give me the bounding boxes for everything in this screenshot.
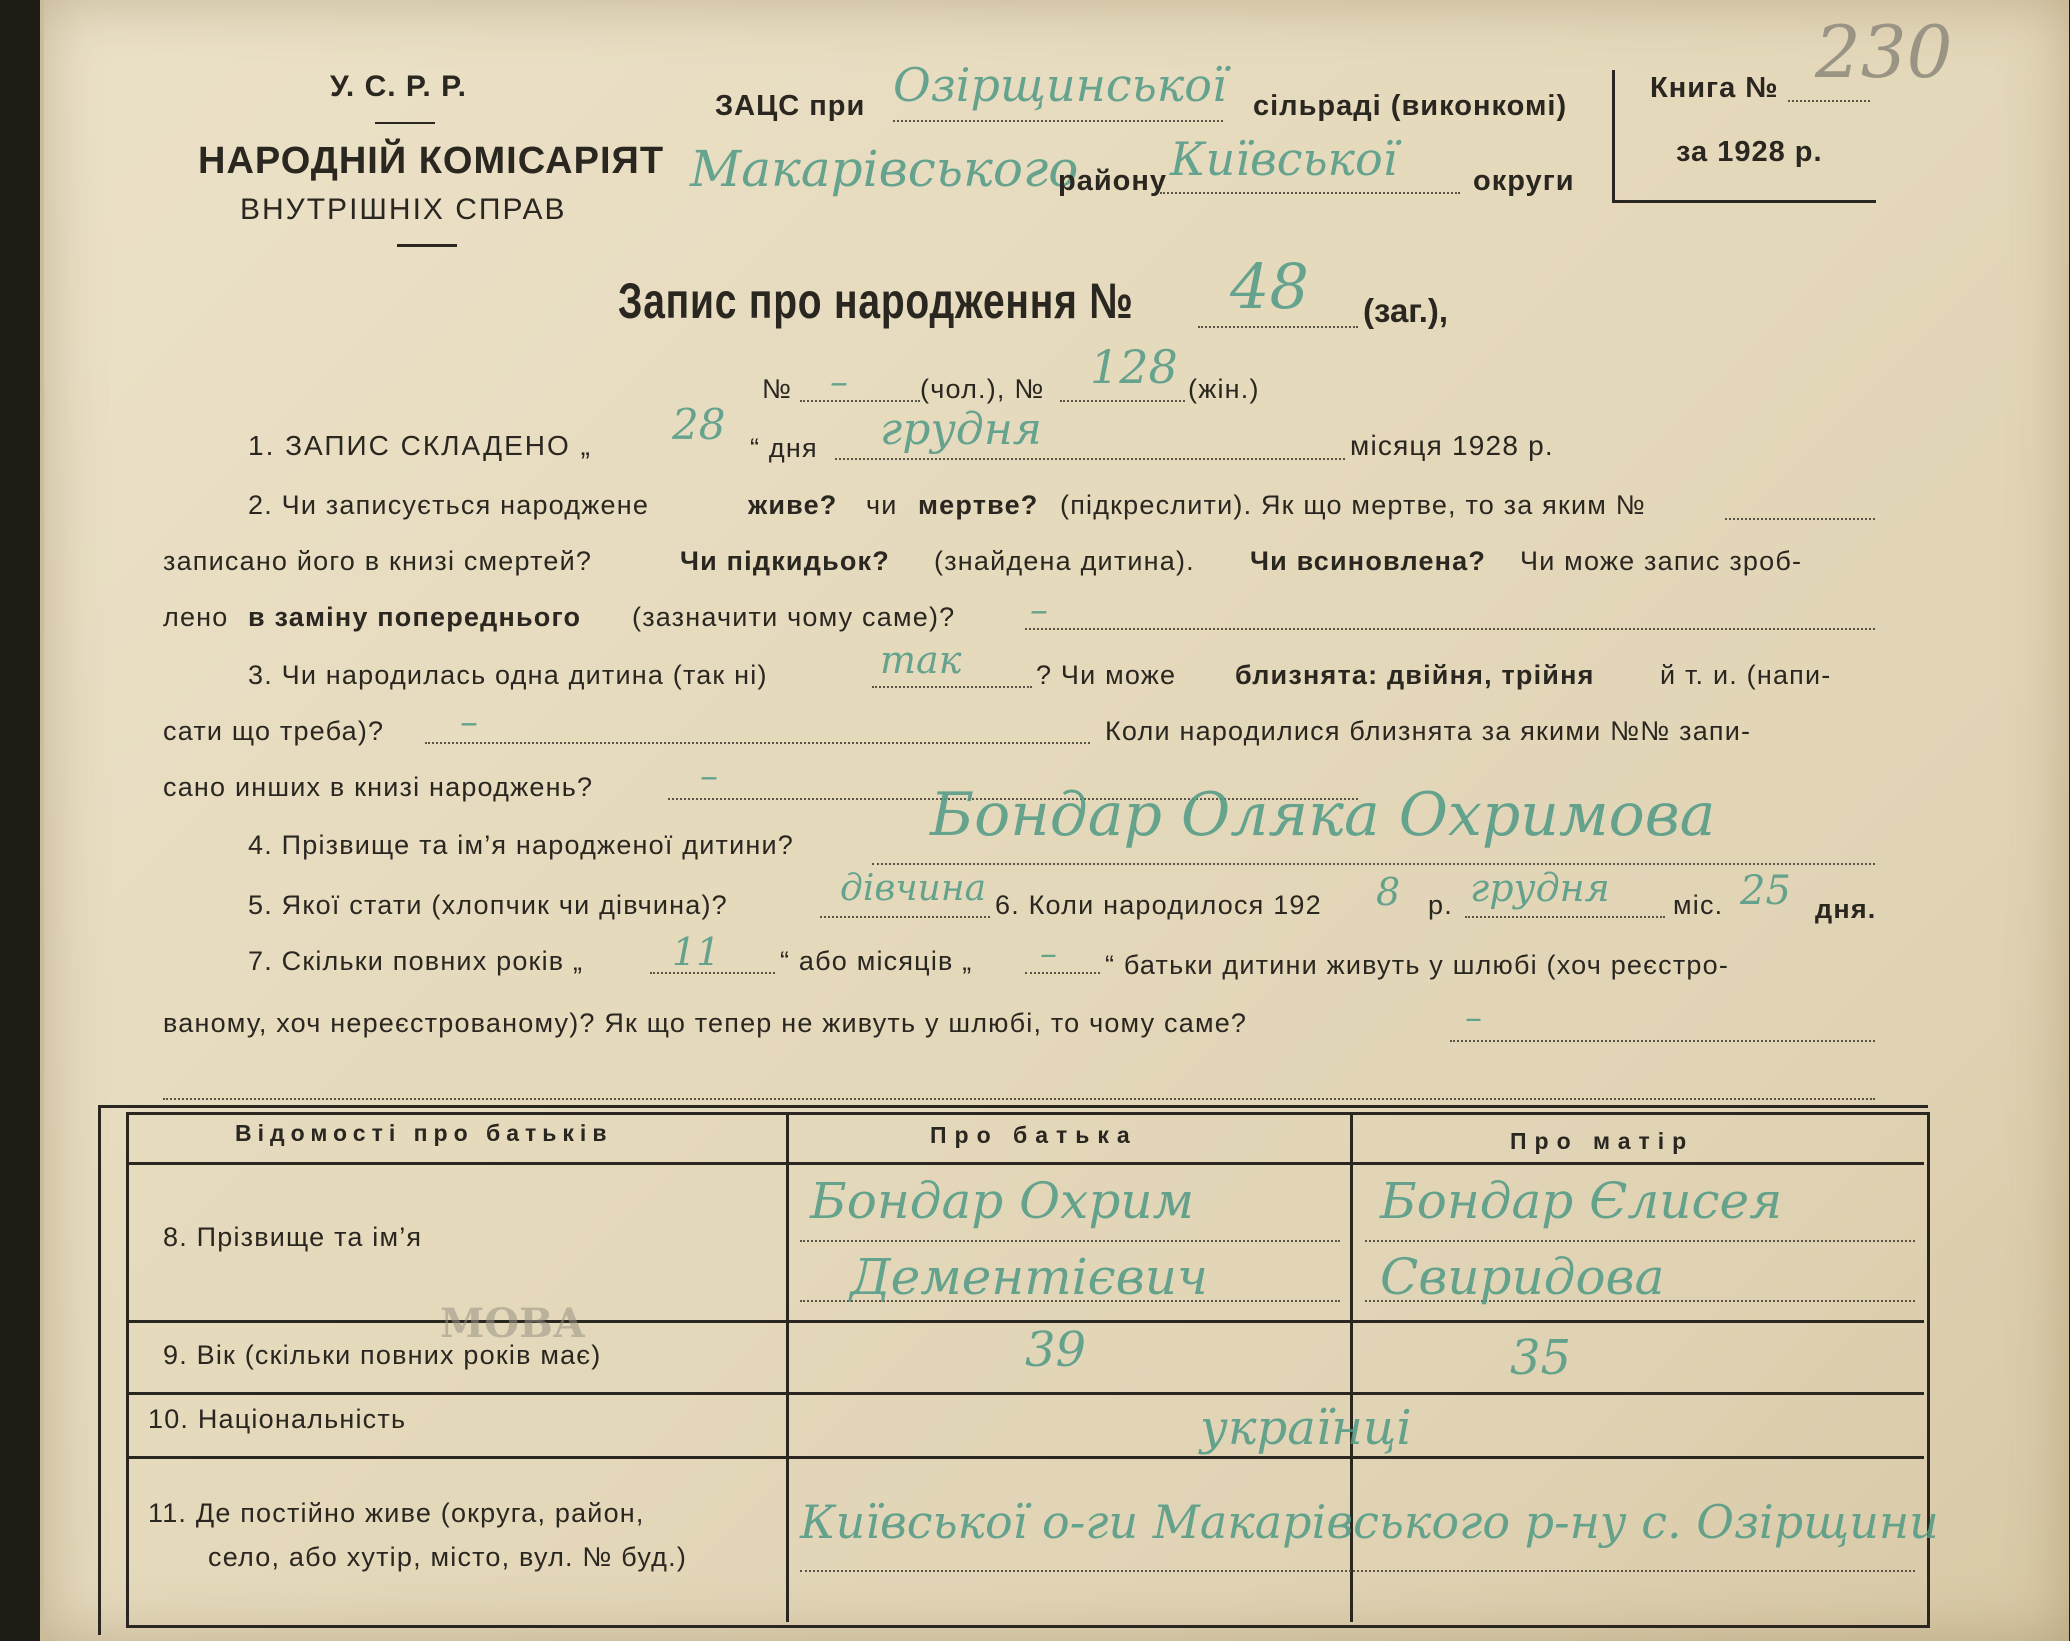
replace-reason-handwritten: – — [1030, 590, 1048, 631]
male-label: (чол.), № — [920, 374, 1045, 404]
item3-line3: сано инших в книзі народжень? — [163, 772, 594, 802]
item2-line3-c: (зазначити чому саме)? — [632, 602, 956, 632]
item2-line1-alive: живе? — [748, 490, 838, 520]
book-label: Книга № — [1650, 72, 1779, 104]
female-label: (жін.) — [1188, 374, 1260, 404]
twins-field — [425, 742, 1090, 744]
male-number-handwritten: – — [830, 362, 848, 403]
row10-label: 10. Національність — [148, 1404, 407, 1434]
commissariat-line1: НАРОДНІЙ КОМІСАРІЯТ — [198, 140, 665, 182]
book-box-bottom — [1612, 200, 1876, 203]
record-number-field — [1198, 326, 1358, 328]
row9-label: 9. Вік (скільки повних років має) — [163, 1340, 602, 1370]
birth-day-handwritten: 25 — [1740, 868, 1791, 914]
mother-name-line1 — [1365, 1240, 1915, 1242]
nationality-handwritten: українці — [1200, 1400, 1412, 1456]
single-child-field — [872, 686, 1032, 688]
village-field — [893, 120, 1223, 122]
child-name-handwritten: Бондар Оляка Охримова — [930, 780, 1716, 850]
marriage-months-handwritten: – — [1040, 934, 1057, 974]
table-head-mother: Про матір — [1510, 1128, 1695, 1154]
single-child-handwritten: так — [880, 638, 962, 682]
residence-handwritten: Київської о-ги Макарівського р-ну с. Озірщини — [800, 1495, 1939, 1549]
row8-label: 8. Прізвище та ім’я — [163, 1222, 423, 1252]
death-book-field — [1725, 518, 1875, 520]
header-row-rule — [126, 1162, 1924, 1165]
female-number-field — [1060, 400, 1185, 402]
item7-line1-a: 7. Скільки повних років „ — [248, 946, 584, 976]
village-handwritten: Озірщинської — [893, 58, 1227, 112]
table-head-info: Відомості про батьків — [235, 1120, 613, 1146]
item7-line1-b: “ або місяців „ — [780, 946, 973, 976]
table-top-rule — [98, 1105, 1928, 1108]
title-suffix: (заг.), — [1363, 292, 1449, 329]
item2-line1-or: чи — [866, 490, 898, 520]
item1-label: 1. ЗАПИС СКЛАДЕНО „ — [248, 430, 592, 461]
zags-label: ЗАЦС при — [715, 90, 866, 122]
okrug-handwritten: Київської — [1170, 132, 1398, 186]
residence-line — [800, 1570, 1915, 1572]
item3-line2-a: сати що треба)? — [163, 716, 385, 746]
day-handwritten: 28 — [672, 400, 726, 449]
father-name-handwritten-2: Дементієвич — [850, 1248, 1209, 1306]
row11-label-2: село, або хутір, місто, вул. № буд.) — [208, 1542, 688, 1572]
book-number-handwritten: 230 — [1815, 10, 1953, 94]
item7-line1-c: “ батьки дитини живуть у шлюбі (хоч реєстро- — [1105, 950, 1730, 980]
table-left-margin-line — [98, 1105, 101, 1635]
item2-line2-c: (знайдена дитина). — [934, 546, 1195, 576]
sex-field — [820, 916, 990, 918]
divider — [375, 122, 435, 124]
stamp-handwritten: МОВА — [440, 1300, 586, 1347]
sex-handwritten: дівчина — [840, 868, 987, 909]
mother-name-handwritten-1: Бондар Єлисея — [1380, 1172, 1783, 1230]
birth-month-handwritten: грудня — [1470, 866, 1610, 910]
item6-year-label: р. — [1428, 890, 1453, 920]
record-number-handwritten: 48 — [1230, 250, 1309, 323]
birth-month-field — [1465, 916, 1665, 918]
father-name-line1 — [800, 1240, 1340, 1242]
book-box-left — [1612, 70, 1615, 202]
num-label: № — [762, 374, 793, 404]
district-label: району — [1058, 165, 1168, 197]
row-divider-10 — [126, 1456, 1924, 1459]
not-married-reason-field — [1450, 1040, 1875, 1042]
child-name-field — [872, 863, 1875, 865]
item3-line2-b: Коли народилися близнята за якими №№ запи- — [1105, 716, 1752, 746]
item2-line2-adopted: Чи всиновлена? — [1250, 546, 1487, 576]
twins-book-handwritten: – — [700, 756, 718, 797]
father-age-handwritten: 39 — [1025, 1322, 1087, 1378]
republic-label: У. С. Р. Р. — [330, 70, 467, 103]
item2-line2-d: Чи може запис зроб- — [1520, 546, 1803, 576]
father-name-handwritten-1: Бондар Охрим — [810, 1172, 1195, 1230]
book-number-field — [1788, 100, 1870, 102]
item6-day-label: дня. — [1815, 894, 1877, 924]
item6-month-label: міс. — [1673, 890, 1724, 920]
month-handwritten: грудня — [880, 404, 1042, 455]
item6-label: 6. Коли народилося 192 — [995, 890, 1322, 920]
item2-line1-d: (підкреслити). Як що мертве, то за яким № — [1060, 490, 1646, 520]
item2-line1-a: 2. Чи записується народжене — [248, 490, 650, 520]
item3-line1-a: 3. Чи народилась одна дитина (так ні) — [248, 660, 768, 690]
marriage-months-field — [1025, 972, 1100, 974]
not-married-handwritten: – — [1465, 998, 1482, 1038]
item3-line1-twins: близнята: двійня, трійня — [1235, 660, 1595, 690]
month-field — [835, 458, 1345, 460]
mother-age-handwritten: 35 — [1510, 1330, 1572, 1386]
birth-year-handwritten: 8 — [1376, 870, 1401, 914]
item2-line2-a: записано його в книзі смертей? — [163, 546, 593, 576]
commissariat-line2: ВНУТРІШНІХ СПРАВ — [240, 193, 567, 226]
divider — [397, 244, 457, 247]
table-head-father: Про батька — [930, 1122, 1138, 1148]
row11-label-1: 11. Де постійно живе (округа, район, — [148, 1498, 645, 1528]
item5-label: 5. Якої стати (хлопчик чи дівчина)? — [248, 890, 728, 920]
item1-day-label: “ дня — [750, 433, 818, 463]
village-council-label: сільраді (виконкомі) — [1253, 90, 1568, 122]
twins-handwritten: – — [460, 702, 478, 743]
okrug-label: округи — [1473, 165, 1575, 197]
district-handwritten: Макарівського — [690, 140, 1079, 198]
item7-line2: ваному, хоч нереєстрованому)? Як що тепер не живуть у шлюбі, то чому саме? — [163, 1008, 1248, 1038]
female-number-handwritten: 128 — [1090, 340, 1178, 394]
extra-line-field — [163, 1098, 1875, 1100]
item4-label: 4. Прізвище та ім’я народженої дитини? — [248, 830, 794, 860]
col-divider-1 — [786, 1115, 789, 1622]
item2-line2-foundling: Чи підкидьок? — [680, 546, 890, 576]
item2-line1-dead: мертве? — [918, 490, 1039, 520]
item1-month-label: місяця 1928 р. — [1350, 430, 1554, 461]
replace-reason-field — [1025, 628, 1875, 630]
page-title: Запис про народження № — [618, 273, 1134, 329]
item3-line1-c: й т. и. (напи- — [1660, 660, 1832, 690]
item2-line3-replace: в заміну попереднього — [248, 602, 582, 632]
mother-name-handwritten-2: Свиридова — [1380, 1248, 1665, 1306]
item3-line1-b: ? Чи може — [1036, 660, 1177, 690]
male-number-field — [800, 400, 920, 402]
year-label: за 1928 р. — [1676, 136, 1823, 168]
row-divider-9 — [126, 1392, 1924, 1395]
marriage-years-handwritten: 11 — [672, 930, 721, 974]
item2-line3-a: лено — [163, 602, 229, 632]
okrug-field — [1160, 192, 1460, 194]
